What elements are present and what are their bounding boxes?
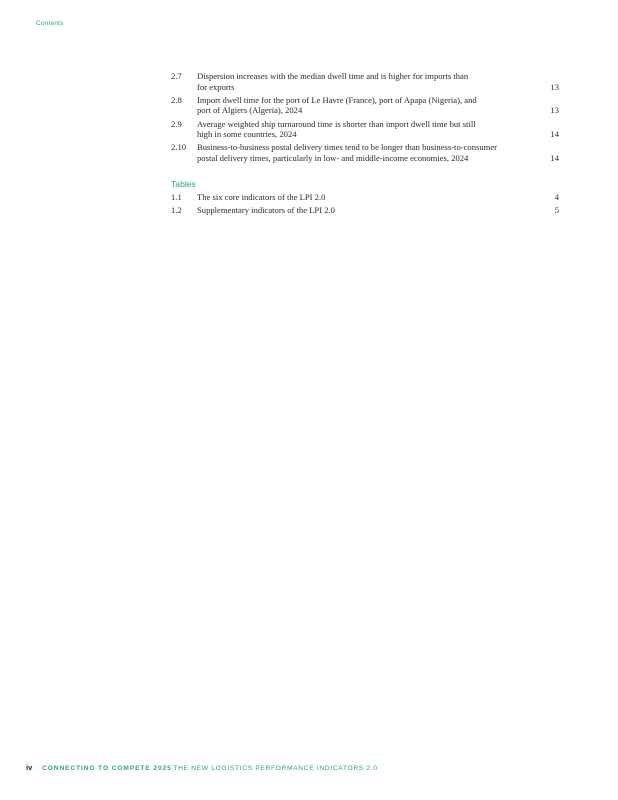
running-header: Contents: [36, 20, 64, 27]
entry-title-line: Dispersion increases with the median dwell time and is higher for imports than: [197, 71, 469, 81]
entry-number: 1.1: [171, 191, 182, 202]
footer-brand: CONNECTING TO COMPETE 2025: [42, 765, 172, 772]
entry-title-line: Import dwell time for the port of Le Havre (France), port of Apapa (Nigeria), and: [197, 94, 477, 105]
toc-entry-figure[interactable]: [171, 95, 559, 116]
entry-title: [197, 192, 547, 203]
entry-number: 2.7: [171, 71, 182, 81]
entry-number: 1.2: [171, 204, 182, 215]
entry-number: 2.9: [171, 118, 182, 129]
entry-page: 13: [550, 105, 559, 116]
footer-page-number: iv: [26, 763, 33, 772]
entry-title-line: Average weighted ship turnaround time is shorter than import dwell time but still: [197, 118, 476, 129]
entry-page: 4: [554, 191, 559, 202]
tables-heading: Tables: [171, 178, 196, 189]
entry-title: [197, 71, 547, 92]
footer-subtitle: THE NEW LOGISTICS PERFORMANCE INDICATORS 2.0: [173, 765, 378, 772]
entry-title-line: for exports: [197, 81, 235, 92]
entry-title-line: port of Algiers (Algeria), 2024: [197, 105, 303, 116]
toc-entry-table[interactable]: [171, 192, 559, 203]
page-footer: [26, 763, 378, 772]
entry-title-line: high in some countries, 2024: [197, 129, 297, 140]
table-of-contents: [171, 71, 559, 218]
entry-number: 2.8: [171, 94, 182, 105]
entry-title-line: Supplementary indicators of the LPI 2.0: [197, 204, 335, 215]
entry-title: [197, 95, 547, 116]
entry-title-line: The six core indicators of the LPI 2.0: [197, 191, 326, 202]
entry-title-line: Business-to-business postal delivery times tend to be longer than business-to-consumer: [197, 142, 498, 153]
entry-title: [197, 119, 547, 140]
entry-title: [197, 205, 547, 216]
toc-entry-figure[interactable]: [171, 119, 559, 140]
entry-title: [197, 142, 547, 163]
entry-page: 5: [554, 204, 559, 215]
entry-page: 14: [550, 129, 559, 140]
entry-page: 13: [550, 81, 559, 92]
entry-title-line: postal delivery times, particularly in low- and middle-income economies, 2024: [197, 152, 469, 163]
toc-entry-figure[interactable]: [171, 142, 559, 163]
toc-entry-figure[interactable]: [171, 71, 559, 92]
entry-page: 14: [550, 152, 559, 163]
toc-entry-table[interactable]: [171, 205, 559, 216]
entry-number: 2.10: [171, 142, 187, 153]
